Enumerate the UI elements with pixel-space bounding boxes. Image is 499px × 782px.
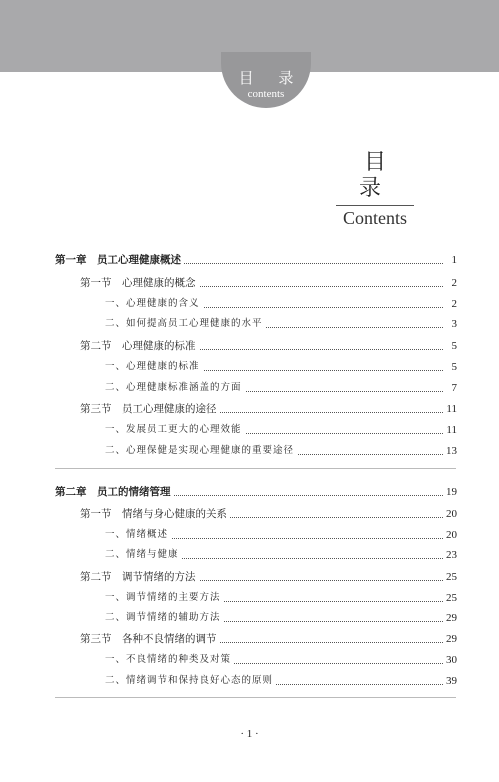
toc-entry-item[interactable] [0, 314, 499, 334]
toc-entry-item[interactable] [0, 441, 499, 461]
toc-entry-section[interactable] [0, 273, 499, 293]
toc-page-number: 19 [443, 482, 457, 502]
toc-entry-title: 一、不良情绪的种类及对策 [105, 650, 234, 670]
toc-page-number: 25 [443, 588, 457, 608]
toc-entry-title: 第一章 员工心理健康概述 [55, 250, 184, 270]
toc-entry-chapter[interactable] [0, 482, 499, 502]
toc-entry-title: 二、心理保健是实现心理健康的重要途径 [105, 441, 297, 461]
toc-entry-item[interactable] [0, 525, 499, 545]
toc-entry-item[interactable] [0, 608, 499, 628]
toc-entry-title: 第三节 各种不良情绪的调节 [80, 629, 220, 649]
toc-page-number: 25 [443, 567, 457, 587]
toc-page-number: 30 [443, 650, 457, 670]
toc-entry-title: 第三节 员工心理健康的途径 [80, 399, 220, 419]
chapter-divider [55, 697, 456, 698]
toc-page-number: 2 [449, 273, 458, 293]
page-title-en: Contents [342, 208, 407, 228]
toc-page-number: 1 [449, 250, 458, 270]
toc-entry-section[interactable] [0, 504, 499, 524]
toc-page-number: 13 [443, 441, 457, 461]
toc-page-number: 29 [443, 629, 457, 649]
toc-page-number: 20 [443, 504, 457, 524]
toc-page-number: 3 [449, 314, 458, 334]
toc-page-number: 29 [443, 608, 457, 628]
toc-entry-item[interactable] [0, 650, 499, 670]
page-title-zh: 目 录 [358, 150, 396, 201]
toc-entry-item[interactable] [0, 357, 499, 377]
toc-entry-item[interactable] [0, 588, 499, 608]
toc-entry-section[interactable] [0, 629, 499, 649]
toc-entry-item[interactable] [0, 545, 499, 565]
title-divider [336, 205, 414, 206]
toc-entry-item[interactable] [0, 378, 499, 398]
toc-entry-item[interactable] [0, 420, 499, 440]
toc-entry-title: 第一节 情绪与身心健康的关系 [80, 504, 230, 524]
chapter-divider [55, 468, 456, 469]
header-title-zh: 目 录 [238, 69, 304, 87]
toc-page-number: 2 [449, 294, 458, 314]
toc-entry-title: 一、心理健康的标准 [105, 357, 203, 377]
toc-page-number: 11 [443, 420, 457, 440]
toc-page-number: 7 [449, 378, 458, 398]
page-title [330, 150, 420, 228]
toc-entry-title: 一、情绪概述 [105, 525, 171, 545]
header-title-en: contents [247, 88, 285, 100]
toc-entry-title: 一、调节情绪的主要方法 [105, 588, 224, 608]
toc-entry-title: 第二节 心理健康的标准 [80, 336, 199, 356]
page-number: · 1 · [240, 728, 259, 740]
toc-entry-title: 一、发展员工更大的心理效能 [105, 420, 245, 440]
toc-entry-title: 第一节 心理健康的概念 [80, 273, 199, 293]
toc-entry-section[interactable] [0, 567, 499, 587]
toc-page-number: 5 [449, 336, 458, 356]
toc-entry-item[interactable] [0, 671, 499, 691]
toc-entry-title: 二、调节情绪的辅助方法 [105, 608, 224, 628]
toc-page-number: 23 [443, 545, 457, 565]
toc-entry-title: 二、如何提高员工心理健康的水平 [105, 314, 266, 334]
toc-entry-title: 二、情绪与健康 [105, 545, 182, 565]
toc-entry-title: 第二节 调节情绪的方法 [80, 567, 199, 587]
toc-page-number: 20 [443, 525, 457, 545]
header-tab [221, 52, 311, 108]
toc-entry-title: 二、情绪调节和保持良好心态的原则 [105, 671, 276, 691]
toc-entry-item[interactable] [0, 294, 499, 314]
toc-entry-title: 一、心理健康的含义 [105, 294, 203, 314]
toc-entry-title: 第二章 员工的情绪管理 [55, 482, 174, 502]
toc-page-number: 39 [443, 671, 457, 691]
toc-entry-title: 二、心理健康标准涵盖的方面 [105, 378, 245, 398]
toc-page-number: 11 [443, 399, 457, 419]
toc-entry-section[interactable] [0, 399, 499, 419]
toc-entry-chapter[interactable] [0, 250, 499, 270]
toc-page-number: 5 [449, 357, 458, 377]
toc-entry-section[interactable] [0, 336, 499, 356]
